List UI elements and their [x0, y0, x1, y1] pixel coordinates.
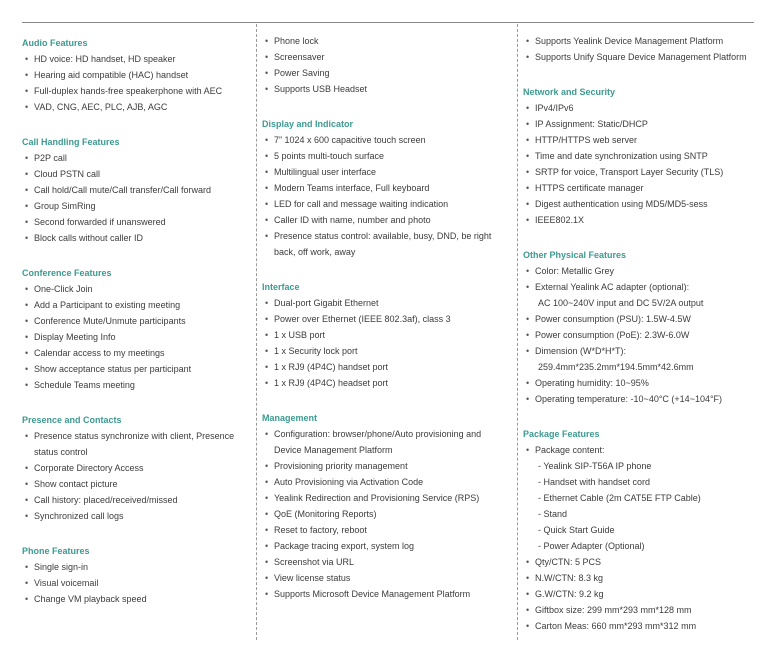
list-item: • One-Click Join — [22, 281, 250, 297]
list-item: • Display Meeting Info — [22, 329, 250, 345]
list-item: • SRTP for voice, Transport Layer Security (TLS) — [523, 164, 763, 180]
list-item: • 1 x USB port — [262, 327, 510, 343]
list-item: • Package tracing export, system log — [262, 538, 510, 554]
list-item: • IPv4/IPv6 — [523, 100, 763, 116]
list-item: • Carton Meas: 660 mm*293 mm*312 mm — [523, 618, 763, 634]
list-item: • HTTP/HTTPS web server — [523, 132, 763, 148]
section-heading-interface: Interface — [262, 282, 300, 292]
list-item: • Package content: — [523, 442, 763, 458]
list-item: • Dimension (W*D*H*T): — [523, 343, 763, 359]
list-item: • Time and date synchronization using SNTP — [523, 148, 763, 164]
list-item: • IP Assignment: Static/DHCP — [523, 116, 763, 132]
management-continued-list — [523, 33, 763, 65]
list-item: • Second forwarded if unanswered — [22, 214, 250, 230]
phone-features-list — [22, 559, 250, 607]
list-item: • Visual voicemail — [22, 575, 250, 591]
section-heading-package: Package Features — [523, 429, 600, 439]
list-item: • External Yealink AC adapter (optional): — [523, 279, 763, 295]
list-item: • Power consumption (PSU): 1.5W-4.5W — [523, 311, 763, 327]
list-item: • Operating temperature: -10~40°C (+14~104°F) — [523, 391, 763, 407]
list-item: • Show acceptance status per participant — [22, 361, 250, 377]
list-item: • N.W/CTN: 8.3 kg — [523, 570, 763, 586]
list-item: • Show contact picture — [22, 476, 250, 492]
network-security-list — [523, 100, 763, 228]
list-item-continuation: AC 100~240V input and DC 5V/2A output — [538, 298, 704, 308]
section-heading-presence: Presence and Contacts — [22, 415, 122, 425]
list-item: • Giftbox size: 299 mm*293 mm*128 mm — [523, 602, 763, 618]
list-item: • Add a Participant to existing meeting — [22, 297, 250, 313]
list-item: • Full-duplex hands-free speakerphone with AEC — [22, 83, 250, 99]
list-item: • 1 x Security lock port — [262, 343, 510, 359]
list-item: • QoE (Monitoring Reports) — [262, 506, 510, 522]
list-item: • 5 points multi-touch surface — [262, 148, 510, 164]
list-item: • P2P call — [22, 150, 250, 166]
call-handling-list — [22, 150, 250, 246]
list-item: • 1 x RJ9 (4P4C) handset port — [262, 359, 510, 375]
section-heading-audio: Audio Features — [22, 38, 88, 48]
list-item: • VAD, CNG, AEC, PLC, AJB, AGC — [22, 99, 250, 115]
section-heading-phone: Phone Features — [22, 546, 90, 556]
list-item: • Modern Teams interface, Full keyboard — [262, 180, 510, 196]
list-item: • Multilingual user interface — [262, 164, 510, 180]
list-item: • Change VM playback speed — [22, 591, 250, 607]
phone-features-continued-list — [262, 33, 510, 97]
section-heading-call-handling: Call Handling Features — [22, 137, 120, 147]
list-item: • Synchronized call logs — [22, 508, 250, 524]
section-heading-physical: Other Physical Features — [523, 250, 627, 260]
spec-column-3 — [523, 24, 763, 634]
section-heading-management: Management — [262, 413, 318, 423]
list-item: • Color: Metallic Grey — [523, 263, 763, 279]
list-item: • Calendar access to my meetings — [22, 345, 250, 361]
package-content-item: - Quick Start Guide — [538, 525, 615, 535]
interface-list — [262, 295, 510, 391]
list-item: • Conference Mute/Unmute participants — [22, 313, 250, 329]
list-item: • Call hold/Call mute/Call transfer/Call forward — [22, 182, 250, 198]
conference-list — [22, 281, 250, 393]
list-item: • IEEE802.1X — [523, 212, 763, 228]
display-list — [262, 132, 510, 260]
top-rule — [22, 22, 754, 23]
package-content-item: - Handset with handset cord — [538, 477, 651, 487]
list-item: • Supports Microsoft Device Management Platform — [262, 586, 510, 602]
list-item: • 7” 1024 x 600 capacitive touch screen — [262, 132, 510, 148]
list-item: • View license status — [262, 570, 510, 586]
list-item: • Block calls without caller ID — [22, 230, 250, 246]
list-item-continuation: 259.4mm*235.2mm*194.5mm*42.6mm — [538, 362, 694, 372]
list-item: • Cloud PSTN call — [22, 166, 250, 182]
list-item: • Single sign-in — [22, 559, 250, 575]
list-item: • Presence status control: available, busy, DND, be right back, off work, away — [262, 228, 510, 260]
presence-list — [22, 428, 250, 524]
list-item: • G.W/CTN: 9.2 kg — [523, 586, 763, 602]
package-content-item: - Stand — [538, 509, 568, 519]
list-item: • 1 x RJ9 (4P4C) headset port — [262, 375, 510, 391]
list-item: • Power over Ethernet (IEEE 802.3af), class 3 — [262, 311, 510, 327]
spec-column-2 — [262, 24, 510, 602]
audio-features-list — [22, 51, 250, 115]
list-item: • Qty/CTN: 5 PCS — [523, 554, 763, 570]
list-item: • Power consumption (PoE): 2.3W-6.0W — [523, 327, 763, 343]
list-item: • Auto Provisioning via Activation Code — [262, 474, 510, 490]
list-item: • Caller ID with name, number and photo — [262, 212, 510, 228]
list-item: • Dual-port Gigabit Ethernet — [262, 295, 510, 311]
list-item: • Supports Yealink Device Management Platform — [523, 33, 763, 49]
physical-features-list — [523, 263, 763, 407]
list-item: • Digest authentication using MD5/MD5-sess — [523, 196, 763, 212]
package-content-item: - Ethernet Cable (2m CAT5E FTP Cable) — [538, 493, 701, 503]
list-item: • Power Saving — [262, 65, 510, 81]
section-heading-conference: Conference Features — [22, 268, 112, 278]
list-item: • Screensaver — [262, 49, 510, 65]
list-item: • Hearing aid compatible (HAC) handset — [22, 67, 250, 83]
list-item: • Configuration: browser/phone/Auto provisioning and Device Management Platform — [262, 426, 510, 458]
list-item: • Supports USB Headset — [262, 81, 510, 97]
list-item: • Provisioning priority management — [262, 458, 510, 474]
section-heading-display: Display and Indicator — [262, 119, 354, 129]
list-item: • LED for call and message waiting indication — [262, 196, 510, 212]
list-item: • Corporate Directory Access — [22, 460, 250, 476]
package-content-item: - Power Adapter (Optional) — [538, 541, 645, 551]
list-item: • Supports Unify Square Device Management Platform — [523, 49, 763, 65]
list-item: • Group SimRing — [22, 198, 250, 214]
list-item: • Call history: placed/received/missed — [22, 492, 250, 508]
column-divider — [517, 24, 518, 640]
management-list — [262, 426, 510, 602]
package-features-list — [523, 442, 763, 634]
list-item: • Phone lock — [262, 33, 510, 49]
section-heading-network: Network and Security — [523, 87, 616, 97]
spec-column-1 — [22, 24, 250, 607]
list-item: • Screenshot via URL — [262, 554, 510, 570]
list-item: • HTTPS certificate manager — [523, 180, 763, 196]
list-item: • Reset to factory, reboot — [262, 522, 510, 538]
list-item: • Operating humidity: 10~95% — [523, 375, 763, 391]
list-item: • Yealink Redirection and Provisioning Service (RPS) — [262, 490, 510, 506]
list-item: • Schedule Teams meeting — [22, 377, 250, 393]
list-item: • Presence status synchronize with client, Presence status control — [22, 428, 250, 460]
column-divider — [256, 24, 257, 640]
package-content-item: - Yealink SIP-T56A IP phone — [538, 461, 652, 471]
list-item: • HD voice: HD handset, HD speaker — [22, 51, 250, 67]
